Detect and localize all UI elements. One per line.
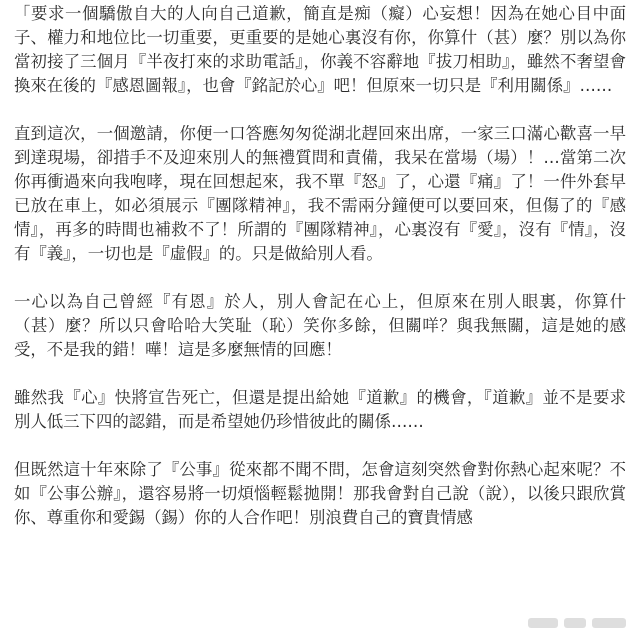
watermark-mark [564,618,586,628]
article-paragraph-3: 一心以為自己曾經『有恩』於人，別人會記在心上，但原來在別人眼裏，你算什（甚）麼？所以只會哈哈大笑耻（恥）笑你多餘，但關咩？與我無關，這是她的感受，不是我的錯！嘩！這是多麼無情的回應！ [14,292,626,359]
article-body [14,2,626,554]
article-paragraph-5: 但既然這十年來除了『公事』從來都不聞不問，怎會這刻突然會對你熱心起來呢？不如『公事公辦』，還容易將一切煩惱輕鬆拋開！那我會對自己說（說），以後只跟欣賞你、尊重你和愛錫（錫）你的人合作吧！別浪費自己的寶貴情感 [14,460,626,527]
watermark-logo [512,608,630,638]
article-paragraph-4: 雖然我『心』快將宣告死亡，但還是提出給她『道歉』的機會，『道歉』並不是要求別人低三下四的認錯，而是希望她仍珍惜彼此的關係…… [14,388,626,431]
watermark-mark [592,618,626,628]
article-paragraph-1: 「要求一個驕傲自大的人向自己道歉，簡直是痴（癡）心妄想！因為在她心目中面子、權力和地位比一切重要，更重要的是她心裏沒有你，你算什（甚）麼？別以為你當初接了三個月『半夜打來的求助電話』，你義不容辭地『拔刀相助』，雖然不奢望會換來在後的『感恩圖報』，也會『銘記於心』吧！但原來一切只是『利用關係』…… [14,4,626,95]
article-paragraph-2: 直到這次，一個邀請，你便一口答應匆匆從湖北趕回來出席，一家三口滿心歡喜一早到達現場，卻措手不及迎來別人的無禮質問和責備，我呆在當場（場）！…當第二次你再衝過來向我咆哮，現在回想起來，我不單『怒』了，心還『痛』了！一件外套早已放在車上，如必須展示『團隊精神』，我不需兩分鐘便可以要回來，但傷了的『感情』，再多的時間也補救不了！所謂的『團隊精神』，心裏沒有『愛』，沒有『情』，沒有『義』，一切也是『虛假』的。只是做給別人看。 [14,124,626,263]
watermark-mark [528,618,558,628]
